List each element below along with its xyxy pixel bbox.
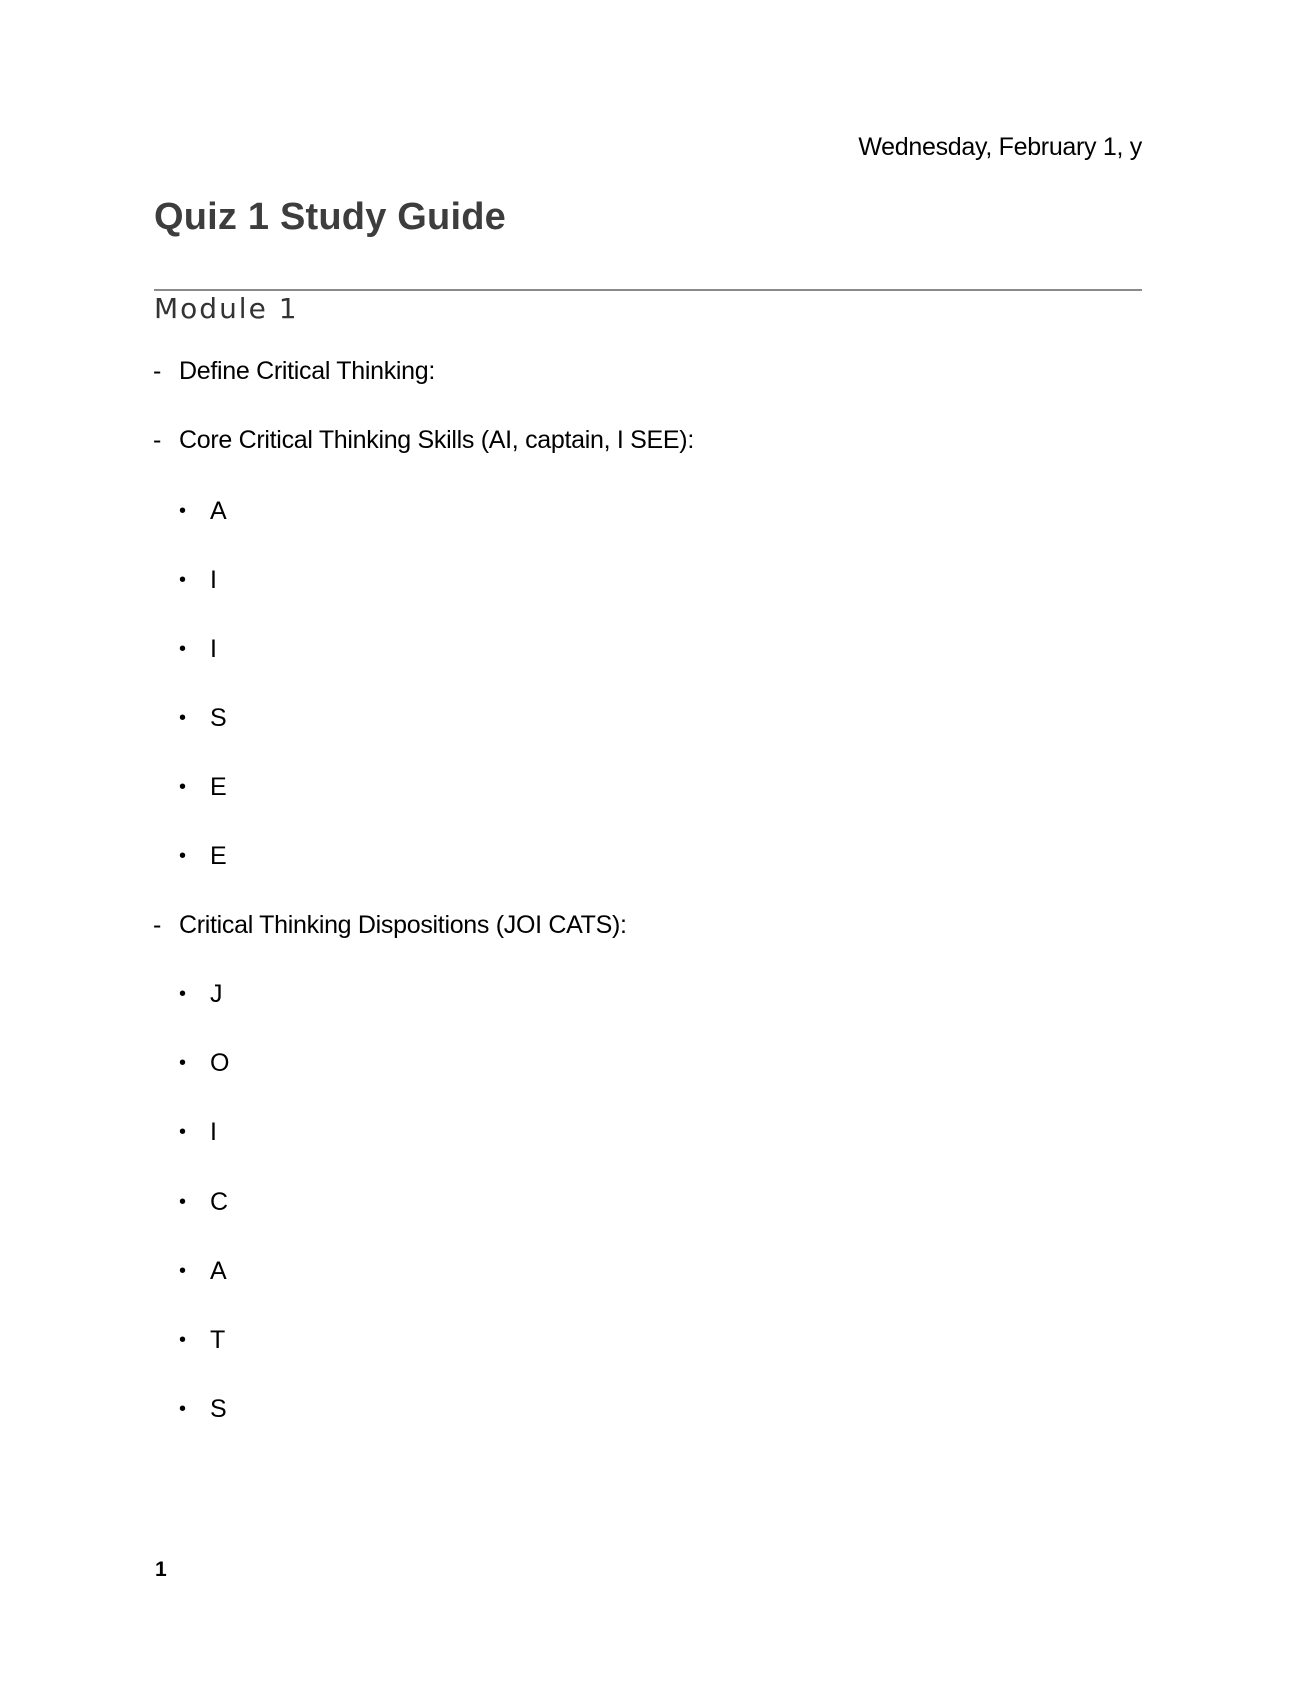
bullet-marker: •: [179, 845, 187, 867]
bullet-marker: •: [179, 1398, 187, 1420]
section-define-critical-thinking: [153, 357, 435, 386]
list-item: [179, 1395, 227, 1424]
list-item-letter: I: [210, 635, 217, 663]
list-item: [179, 980, 223, 1009]
list-item: [179, 773, 227, 802]
list-item-letter: S: [210, 1395, 227, 1423]
list-item-letter: T: [210, 1326, 226, 1354]
heading-rule: [154, 289, 1142, 291]
list-item: [179, 842, 227, 871]
list-item-letter: O: [210, 1049, 230, 1077]
list-item: [179, 1118, 217, 1147]
bullet-marker: •: [179, 569, 187, 591]
list-item: [179, 635, 217, 664]
list-item-letter: S: [210, 704, 227, 732]
dash-marker: -: [153, 911, 162, 939]
list-item: [179, 566, 217, 595]
page-number: 1: [155, 1558, 167, 1581]
section-label: Define Critical Thinking:: [179, 357, 436, 385]
list-item-letter: E: [210, 842, 227, 870]
bullet-marker: •: [179, 1329, 187, 1351]
module-heading: Module 1: [154, 292, 299, 325]
list-item-letter: I: [210, 566, 217, 594]
list-item-letter: E: [210, 773, 227, 801]
bullet-marker: •: [179, 983, 187, 1005]
bullet-marker: •: [179, 1260, 187, 1282]
list-item-letter: A: [210, 1257, 227, 1285]
bullet-marker: •: [179, 776, 187, 798]
bullet-marker: •: [179, 707, 187, 729]
page-title: Quiz 1 Study Guide: [154, 196, 506, 238]
bullet-marker: •: [179, 500, 187, 522]
list-item-letter: J: [210, 980, 223, 1008]
list-item: [179, 1188, 228, 1217]
list-item-letter: I: [210, 1118, 217, 1146]
section-label: Critical Thinking Dispositions (JOI CATS):: [179, 911, 627, 939]
dash-marker: -: [153, 426, 162, 454]
list-item-letter: C: [210, 1188, 229, 1216]
bullet-marker: •: [179, 1052, 187, 1074]
section-core-skills: [153, 426, 694, 455]
dash-marker: -: [153, 357, 162, 385]
bullet-marker: •: [179, 1191, 187, 1213]
bullet-marker: •: [179, 1121, 187, 1143]
section-label: Core Critical Thinking Skills (AI, captain, I SEE):: [179, 426, 694, 454]
header-date: Wednesday, February 1, y: [858, 133, 1142, 161]
list-item: [179, 497, 227, 526]
section-dispositions: [153, 911, 627, 940]
list-item-letter: A: [210, 497, 227, 525]
list-item: [179, 704, 227, 733]
list-item: [179, 1326, 225, 1355]
list-item: [179, 1257, 227, 1286]
list-item: [179, 1049, 229, 1078]
bullet-marker: •: [179, 638, 187, 660]
